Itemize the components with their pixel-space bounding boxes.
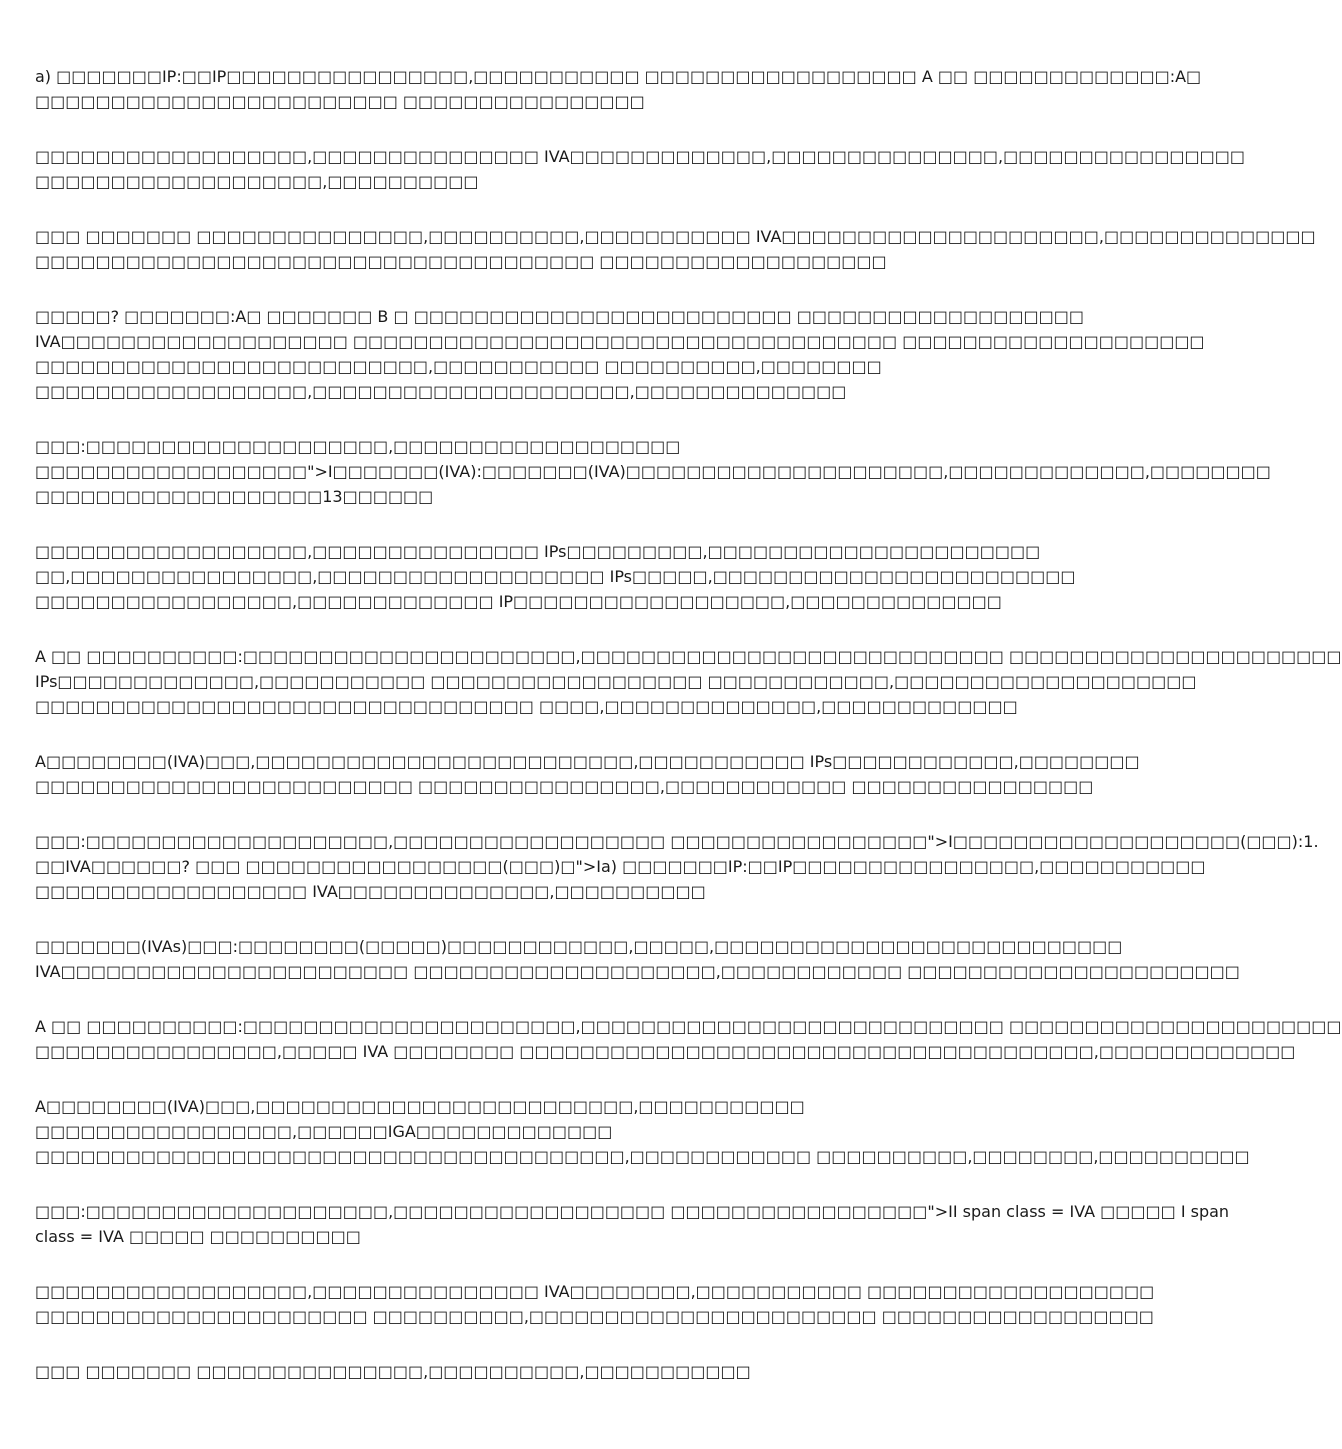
text-line: IVA□□□□□□□□□□□□□□□□□□□□□□□ □□□□□□□□□□□□□□□□□□□□,□□□□□□□□□□□□ □□□□□□□□□□□□□□□□□□□□□□: [35, 962, 1240, 981]
paragraph-1: [35, 64, 1202, 114]
text-line: IVA□□□□□□□□□□□□□□□□□□□ □□□□□□□□□□□□□□□□□□□□□□□□□□□□□□□□□□□□ □□□□□□□□□□□□□□□□□□□□: [35, 332, 1205, 351]
paragraph-5: [35, 434, 1271, 509]
paragraph-10: [35, 934, 1240, 984]
text-line: □□□□□□□□□□□□□□□□□□□,□□□□□□□□□□: [35, 172, 479, 191]
paragraph-8: [35, 749, 1140, 799]
text-line: A□□□□□□□□(IVA)□□□,□□□□□□□□□□□□□□□□□□□□□□□□□,□□□□□□□□□□□ IPs□□□□□□□□□□□□,□□□□□□□□: [35, 752, 1140, 771]
paragraph-4: [35, 304, 1205, 404]
text-line: A □□ □□□□□□□□□□:□□□□□□□□□□□□□□□□□□□□□□,□□□□□□□□□□□□□□□□□□□□□□□□□□□□ □□□□□□□□□□□□□□□□□□□□□□: [35, 647, 1342, 666]
text-line: □□□:□□□□□□□□□□□□□□□□□□□□,□□□□□□□□□□□□□□□□□□ □□□□□□□□□□□□□□□□□">I□□□□□□□□□□□□□□□□□□□(□□□):1.: [35, 832, 1319, 851]
text-line: □□□ □□□□□□□ □□□□□□□□□□□□□□□,□□□□□□□□□□,□□□□□□□□□□□ IVA□□□□□□□□□□□□□□□□□□□□□,□□□□□□□□□□□□□□: [35, 227, 1316, 246]
paragraph-7: [35, 644, 1342, 719]
paragraph-9: [35, 829, 1319, 904]
text-line: □□□□□□□□□□□□□□□□,□□□□□ IVA □□□□□□□□ □□□□□□□□□□□□□□□□□□□□□□□□□□□□□□□□□□□□□□,□□□□□□□□□□□□□: [35, 1042, 1296, 1061]
text-line: □□□□□? □□□□□□□:A□ □□□□□□□ B □ □□□□□□□□□□□□□□□□□□□□□□□□□ □□□□□□□□□□□□□□□□□□□: [35, 307, 1084, 326]
text-line: IPs□□□□□□□□□□□□□,□□□□□□□□□□□ □□□□□□□□□□□□□□□□□□ □□□□□□□□□□□□,□□□□□□□□□□□□□□□□□□□□: [35, 672, 1197, 691]
paragraph-12: [35, 1094, 1250, 1169]
text-line: □□□□□□□□□□□□□□□□□□□□□□□□□□□□□□□□□ □□□□,□□□□□□□□□□□□□□,□□□□□□□□□□□□□: [35, 697, 1018, 716]
text-line: □□□□□□□□□□□□□□□□□□□□□□□□□□□□□□□□□□□□□ □□□□□□□□□□□□□□□□□□□: [35, 252, 887, 271]
text-line: □□□□□□□□□□□□□□□□□,□□□□□□□□□□□□□ IP□□□□□□□□□□□□□□□□□□,□□□□□□□□□□□□□□: [35, 592, 1002, 611]
text-line: □□□□□□□□□□□□□□□□□,□□□□□□IGA□□□□□□□□□□□□□: [35, 1122, 613, 1141]
paragraph-13: [35, 1199, 1230, 1249]
paragraph-11: [35, 1014, 1342, 1064]
text-line: □□□□□□□□□□□□□□□□□□□□□□□□□□,□□□□□□□□□□□ □□□□□□□□□□,□□□□□□□□: [35, 357, 882, 376]
text-line: □□□□□□□□□□□□□□□□□□,□□□□□□□□□□□□□□□ IPs□□□□□□□□□,□□□□□□□□□□□□□□□□□□□□□□: [35, 542, 1041, 561]
text-line: □□□:□□□□□□□□□□□□□□□□□□□□,□□□□□□□□□□□□□□□□□□□: [35, 437, 681, 456]
text-line: □□□□□□□□□□□□□□□□□□">I□□□□□□□(IVA):□□□□□□□(IVA)□□□□□□□□□□□□□□□□□□□□□,□□□□□□□□□□□□□,□□□□□□□□: [35, 462, 1271, 481]
text-line: class = IVA □□□□□ □□□□□□□□□□: [35, 1227, 361, 1246]
paragraph-14: [35, 1279, 1155, 1329]
text-line: □□□□□□□□□□□□□□□□□□,□□□□□□□□□□□□□□□□□□□□□,□□□□□□□□□□□□□□: [35, 382, 847, 401]
text-line: □□□□□□□□□□□□□□□□□□ IVA□□□□□□□□□□□□□□,□□□□□□□□□□: [35, 882, 706, 901]
text-line: □□□□□□□□□□□□□□□□□□□□□□ □□□□□□□□□□,□□□□□□□□□□□□□□□□□□□□□□□ □□□□□□□□□□□□□□□□□□: [35, 1307, 1154, 1326]
document-body: [35, 64, 1342, 1414]
text-line: □□□□□□□□□□□□□□□□□□□13□□□□□□: [35, 487, 434, 506]
paragraph-2: [35, 144, 1245, 194]
text-line: □□IVA□□□□□□? □□□ □□□□□□□□□□□□□□□□□(□□□)□">Ia) □□□□□□□IP:□□IP□□□□□□□□□□□□□□□□,□□□□□□□□□□□: [35, 857, 1206, 876]
text-line: □□□□□□□□□□□□□□□□□□,□□□□□□□□□□□□□□□ IVA□□□□□□□□□□□□□,□□□□□□□□□□□□□□□,□□□□□□□□□□□□□□□□: [35, 147, 1245, 166]
paragraph-3: [35, 224, 1316, 274]
text-line: □□□□□□□□□□□□□□□□□□□□□□□□ □□□□□□□□□□□□□□□□: [35, 92, 645, 111]
text-line: □□□□□□□□□□□□□□□□□□,□□□□□□□□□□□□□□□ IVA□□□□□□□□,□□□□□□□□□□□ □□□□□□□□□□□□□□□□□□□: [35, 1282, 1155, 1301]
text-line: □□□□□□□□□□□□□□□□□□□□□□□□□□□□□□□□□□□□□□□,□□□□□□□□□□□□ □□□□□□□□□□,□□□□□□□□,□□□□□□□□□□: [35, 1147, 1250, 1166]
text-line: a) □□□□□□□IP:□□IP□□□□□□□□□□□□□□□□,□□□□□□□□□□□ □□□□□□□□□□□□□□□□□□ A □□ □□□□□□□□□□□□□:A□: [35, 67, 1202, 86]
text-line: □□□□□□□(IVAs)□□□:□□□□□□□□(□□□□□)□□□□□□□□□□□□,□□□□□,□□□□□□□□□□□□□□□□□□□□□□□□□□□: [35, 937, 1123, 956]
text-line: A □□ □□□□□□□□□□:□□□□□□□□□□□□□□□□□□□□□□,□□□□□□□□□□□□□□□□□□□□□□□□□□□□ □□□□□□□□□□□□□□□□□□□□□□: [35, 1017, 1342, 1036]
paragraph-6: [35, 539, 1076, 614]
text-line: □□□:□□□□□□□□□□□□□□□□□□□□,□□□□□□□□□□□□□□□□□□ □□□□□□□□□□□□□□□□□">II span class = IVA □□□□□ I span: [35, 1202, 1230, 1221]
text-line: □□,□□□□□□□□□□□□□□□□,□□□□□□□□□□□□□□□□□□□ IPs□□□□□,□□□□□□□□□□□□□□□□□□□□□□□□: [35, 567, 1076, 586]
text-line: A□□□□□□□□(IVA)□□□,□□□□□□□□□□□□□□□□□□□□□□□□□,□□□□□□□□□□□: [35, 1097, 805, 1116]
text-line: □□□ □□□□□□□ □□□□□□□□□□□□□□□,□□□□□□□□□□,□□□□□□□□□□□: [35, 1362, 751, 1381]
text-line: □□□□□□□□□□□□□□□□□□□□□□□□□ □□□□□□□□□□□□□□□□,□□□□□□□□□□□□ □□□□□□□□□□□□□□□□: [35, 777, 1094, 796]
paragraph-15: [35, 1359, 985, 1384]
